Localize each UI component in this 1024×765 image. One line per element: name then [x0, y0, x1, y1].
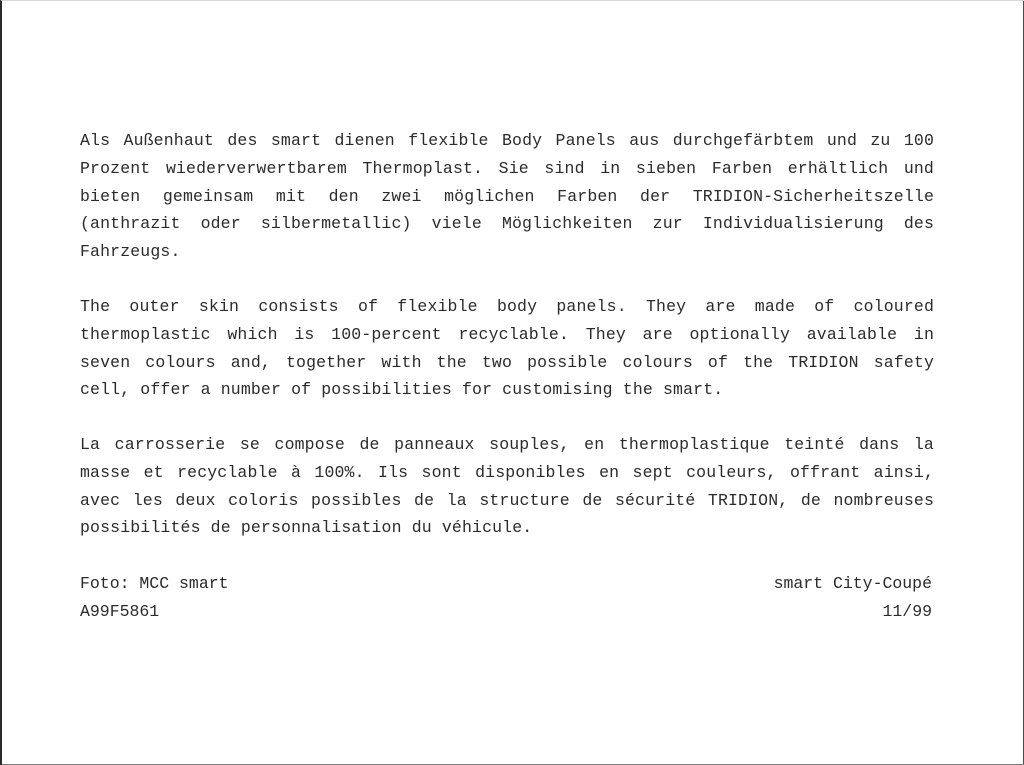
- model-name: smart City-Coupé: [773, 574, 932, 593]
- photo-id: A99F5861: [80, 602, 160, 621]
- photo-credit: Foto: MCC smart: [80, 574, 229, 593]
- paragraph-french: La carrosserie se compose de panneaux souples, en thermoplastique teinté dans la masse et recyclable à 100%. Ils sont disponibles en sept couleurs, offrant ainsi, avec les deux coloris possibles de la structure de sécurité TRIDION, de nombreuses possibilités de personnalisation du véhicule.: [80, 435, 934, 538]
- footer-left: [80, 570, 229, 626]
- paragraph-german: Als Außenhaut des smart dienen flexible Body Panels aus durchgefärbtem und zu 100 Prozent wiederverwertbarem Thermoplast. Sie sind in sieben Farben erhältlich und bieten gemeinsam mit den zwei möglichen Farben der TRIDION-Sicherheitszelle (anthrazit oder silbermetallic) viele Möglichkeiten zur Individualisierung des Fahrzeugs.: [80, 131, 934, 262]
- date-label: 11/99: [882, 602, 932, 621]
- footer-right: [774, 570, 932, 626]
- paragraph-english: The outer skin consists of flexible body panels. They are made of coloured thermoplastic which is 100-percent recyclable. They are optionally available in seven colours and, together with the two possible colours of the TRIDION safety cell, offer a number of possibilities for customising the smart.: [80, 297, 934, 400]
